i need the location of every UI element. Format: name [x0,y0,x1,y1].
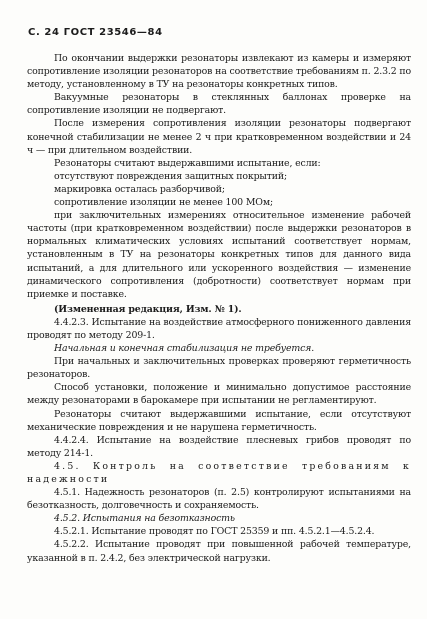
paragraph: При начальных и заключительных проверках проверяют герметичность резонаторов. [27,356,411,381]
clause-4-5-2-2: 4.5.2.2. Испытание проводят при повышенной рабочей температуре, указанной в п. 2.4.2, без электрической нагрузки. [27,539,411,564]
subsection-heading-4-5-2: 4.5.2. Испытания на безотказность [54,513,235,525]
list-item: сопротивление изоляции не менее 100 МОм; [54,197,273,209]
list-item: отсутствуют повреждения защитных покрытий; [54,170,287,182]
list-item: маркировка осталась разборчивой; [54,183,225,195]
paragraph: Резонаторы считают выдержавшими испытание, если отсутствуют механические повреждения и не нарушена герметичность. [27,408,411,433]
clause-4-5-1: 4.5.1. Надежность резонаторов (п. 2.5) контролируют испытаниями на безотказность, долговечность и сохраняемость. [27,487,411,512]
clause-4-4-2-4: 4.4.2.4. Испытание на воздействие плесневых грибов проводят по методу 214-1. [27,434,411,459]
paragraph: По окончании выдержки резонаторы извлекают из камеры и измеряют сопротивление изоляции резонаторов на соответствие требованиям п. 2.3.2 по методу, установленному в ТУ на резонаторы конкретных типов. [27,53,411,91]
page-body [27,52,411,565]
clause-4-4-2-3: 4.4.2.3. Испытание на воздействие атмосферного пониженного давления проводят по методу 209-1. [27,316,411,341]
paragraph: Начальная и конечная стабилизация не требуется. [54,343,315,355]
list-item: при заключительных измерениях относительное изменение рабочей частоты (при кратковременном воздействии) после выдержки резонаторов в нормальных климатических условиях испытаний соответствует нормам, установленным в ТУ на резонаторы конкретных типов для данного вида испытаний, а для длительного или ускоренного воздействия — изменение динамического сопротивления (добротности) соответствует нормам при приемке и поставке. [27,210,411,300]
paragraph: Способ установки, положение и минимально допустимое расстояние между резонаторами в барокамере при испытании не регламентируют. [27,382,411,407]
clause-4-5-2-1: 4.5.2.1. Испытание проводят по ГОСТ 25359 и пп. 4.5.2.1—4.5.2.4. [54,526,375,538]
section-heading-4-5: 4.5. Контроль на соответствие требованиям к надежности [27,460,411,485]
amendment-note: (Измененная редакция, Изм. № 1). [54,303,242,315]
paragraph: Резонаторы считают выдержавшими испытание, если: [54,157,321,169]
page-header: С. 24 ГОСТ 23546—84 [28,27,163,38]
paragraph: После измерения сопротивления изоляции резонаторы подвергают конечной стабилизации не менее 2 ч при кратковременном воздействии и 24 ч — при длительном воздействии. [27,118,411,156]
paragraph: Вакуумные резонаторы в стеклянных баллонах проверке на сопротивление изоляции не подвергают. [27,92,411,117]
